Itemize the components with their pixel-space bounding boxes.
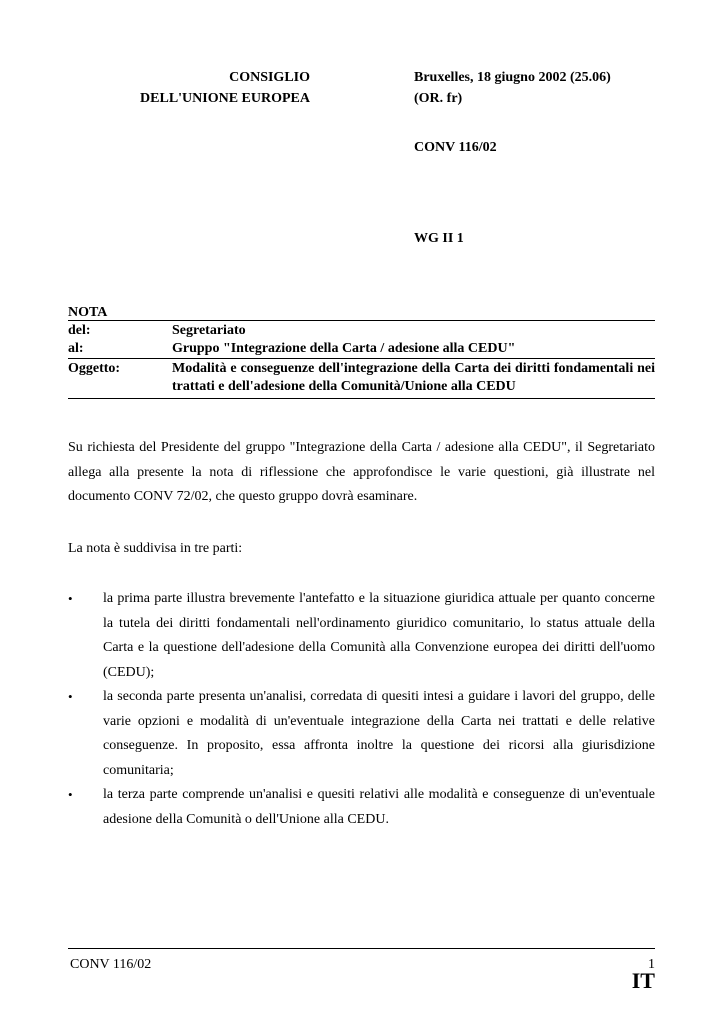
- note-to-value: Gruppo "Integrazione della Carta / adesione alla CEDU": [172, 341, 516, 356]
- council-line-1: CONSIGLIO: [229, 70, 310, 85]
- note-subject-row: [68, 359, 655, 398]
- list-item: [68, 587, 655, 685]
- note-to-row: [68, 340, 655, 358]
- list-item-text: la seconda parte presenta un'analisi, corredata di quesiti intesi a guidare i lavori del gruppo, delle varie opzioni e modalità di un'eventuale integrazione della Carta nei trattati e delle relative conseguenze. In proposito, essa affronta inoltre la questione dei ricorsi alla giurisdizione comunitaria;: [103, 689, 655, 778]
- original-language: (OR. fr): [414, 91, 463, 106]
- council-line-2: DELL'UNIONE EUROPEA: [140, 91, 310, 106]
- place-date: Bruxelles, 18 giugno 2002 (25.06): [414, 70, 611, 85]
- footer-doc-reference: CONV 116/02: [70, 957, 152, 972]
- list-item-text: la prima parte illustra brevemente l'antefatto e la situazione giuridica attuale per quanto concerne la tutela dei diritti fondamentali nell'ordinamento giuridico comunitario, lo status attuale della Carta e la questione dell'adesione della Comunità alla Convenzione europea dei diritti dell'uomo (CEDU);: [103, 591, 655, 680]
- note-to-label: al:: [68, 341, 84, 356]
- list-item: [68, 685, 655, 783]
- document-meta: [414, 67, 664, 109]
- note-from-row: [68, 321, 655, 340]
- note-title: NOTA: [68, 305, 108, 320]
- note-subject-label: Oggetto:: [68, 361, 121, 376]
- parts-list: [68, 587, 655, 832]
- council-name: [120, 67, 310, 109]
- bullet-icon: •: [68, 787, 73, 802]
- note-header-block: [68, 305, 655, 399]
- footer-rule: [68, 948, 655, 949]
- note-bottom-rule: [68, 398, 655, 399]
- language-code: IT: [631, 968, 655, 993]
- list-item-text: la terza parte comprende un'analisi e quesiti relativi alle modalità e conseguenze di un'eventuale adesione della Comunità o dell'Unione alla CEDU.: [103, 787, 655, 827]
- page-number: 1: [648, 957, 655, 972]
- intro-paragraph: Su richiesta del Presidente del gruppo "Integrazione della Carta / adesione alla CEDU", il Segretariato allega alla presente la nota di riflessione che approfondisce le varie questioni, già illustrate nel documento CONV 72/02, che questo gruppo dovrà esaminare.: [68, 440, 655, 504]
- list-item: [68, 783, 655, 832]
- note-from-label: del:: [68, 323, 91, 338]
- note-from-value: Segretariato: [172, 323, 246, 338]
- conv-reference: CONV 116/02: [414, 140, 497, 155]
- bullet-icon: •: [68, 591, 73, 606]
- note-subject-value: Modalità e conseguenze dell'integrazione della Carta dei diritti fondamentali nei trattati e dell'adesione della Comunità/Unione alla CEDU: [172, 361, 655, 394]
- structure-paragraph: La nota è suddivisa in tre parti:: [68, 541, 243, 556]
- working-group-reference: WG II 1: [414, 231, 464, 246]
- bullet-icon: •: [68, 689, 73, 704]
